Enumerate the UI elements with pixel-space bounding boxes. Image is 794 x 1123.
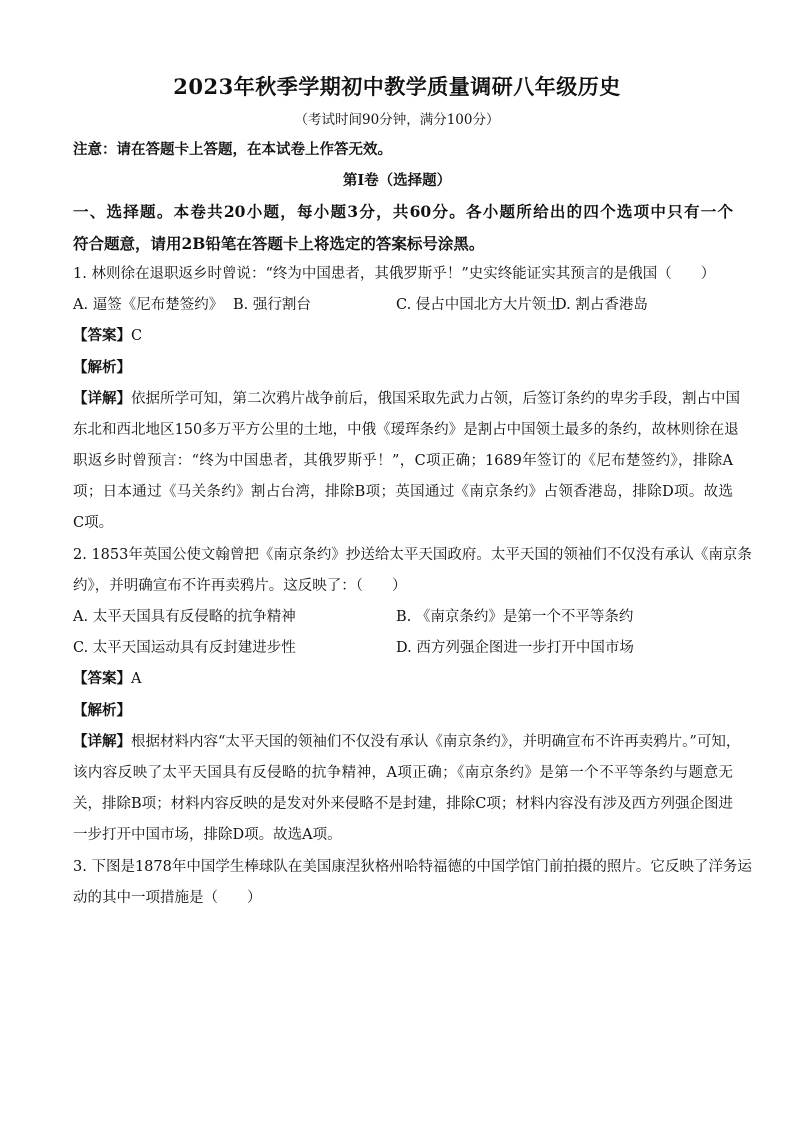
question-3-stem-line-2: 动的其中一项措施是（ ） bbox=[73, 890, 262, 906]
q1-detail-line-3: 职返乡时曾预言：“终为中国患者，其俄罗斯乎！”，C项正确；1689年签订的《尼布楚签约》，排除A bbox=[73, 453, 733, 469]
q1-answer bbox=[73, 326, 733, 346]
q2-detail-line-4: 一步打开中国市场，排除D项。故选A项。 bbox=[73, 827, 342, 843]
analysis-tag: 【解析】 bbox=[73, 702, 131, 719]
q1-analysis bbox=[73, 358, 733, 378]
q2-detail-line-1 bbox=[73, 732, 741, 752]
exam-subtitle: （考试时间90分钟，满分100分） bbox=[294, 112, 500, 128]
question-2-stem-line-2: 约》，并明确宣布不许再卖鸦片。这反映了：（ ） bbox=[73, 578, 407, 594]
instructions-line-1: 一、选择题。本卷共20小题，每小题3分，共60分。各小题所给出的四个选项中只有一个 bbox=[73, 202, 733, 221]
q1-option-b: B. 强行割台 bbox=[233, 297, 311, 313]
notice: 注意：请在答题卡上答题，在本试卷上作答无效。 bbox=[73, 141, 392, 158]
q2-answer bbox=[73, 669, 733, 689]
q2-detail-line-2: 该内容反映了太平天国具有反侵略的抗争精神，A项正确；《南京条约》是第一个不平等条约与题意无 bbox=[73, 765, 733, 781]
analysis-tag: 【解析】 bbox=[73, 359, 131, 376]
q1-detail-line-5: C项。 bbox=[73, 515, 114, 531]
detail-tag: 【详解】 bbox=[73, 733, 131, 750]
q2-option-c: C. 太平天国运动具有反封建进步性 bbox=[73, 640, 296, 656]
question-3-stem-line-1: 3. 下图是1878年中国学生棒球队在美国康涅狄格州哈特福德的中国学馆门前拍摄的照片。它反映了洋务运 bbox=[73, 859, 752, 875]
question-2-stem-line-1: 2. 1853年英国公使文翰曾把《南京条约》抄送给太平天国政府。太平天国的领袖们不仅没有承认《南京条 bbox=[73, 547, 752, 563]
q1-detail-text-1: 依据所学可知，第二次鸦片战争前后，俄国采取先武力占领，后签订条约的卑劣手段，割占中国 bbox=[131, 391, 740, 407]
q2-analysis bbox=[73, 701, 733, 721]
q1-option-a: A. 逼签《尼布楚签约》 bbox=[73, 297, 224, 313]
q2-answer-value: A bbox=[131, 671, 142, 687]
q1-detail-line-1 bbox=[73, 389, 740, 409]
q1-detail-line-2: 东北和西北地区150多万平方公里的土地，中俄《瑷珲条约》是割占中国领土最多的条约，故林则徐在退 bbox=[73, 422, 739, 438]
q2-option-a: A. 太平天国具有反侵略的抗争精神 bbox=[73, 609, 296, 625]
q2-detail-line-3: 关，排除B项；材料内容反映的是发对外来侵略不是封建，排除C项；材料内容没有涉及西方列强企图进 bbox=[73, 796, 733, 812]
q2-option-d: D. 西方列强企图进一步打开中国市场 bbox=[396, 640, 634, 656]
instructions-line-2: 符合题意，请用2B铅笔在答题卡上将选定的答案标号涂黑。 bbox=[73, 234, 485, 253]
detail-tag: 【详解】 bbox=[73, 390, 131, 407]
exam-title: 2023年秋季学期初中教学质量调研八年级历史 bbox=[173, 74, 621, 99]
question-1-stem: 1. 林则徐在退职返乡时曾说：“终为中国患者，其俄罗斯乎！”史实终能证实其预言的是俄国（ ） bbox=[73, 266, 716, 282]
q1-option-d: D. 割占香港岛 bbox=[555, 297, 648, 313]
q2-detail-text-1: 根据材料内容“太平天国的领袖们不仅没有承认《南京条约》，并明确宣布不许再卖鸦片。”可知， bbox=[131, 734, 741, 750]
answer-tag: 【答案】 bbox=[73, 670, 131, 687]
q1-detail-line-4: 项；日本通过《马关条约》割占台湾，排除B项；英国通过《南京条约》占领香港岛，排除D项。故选 bbox=[73, 484, 733, 500]
q2-option-b: B. 《南京条约》是第一个不平等条约 bbox=[396, 609, 634, 625]
q1-option-c: C. 侵占中国北方大片领土 bbox=[396, 297, 561, 313]
section-title: 第Ⅰ卷（选择题） bbox=[342, 172, 452, 189]
answer-tag: 【答案】 bbox=[73, 327, 131, 344]
q1-answer-value: C bbox=[131, 328, 143, 344]
